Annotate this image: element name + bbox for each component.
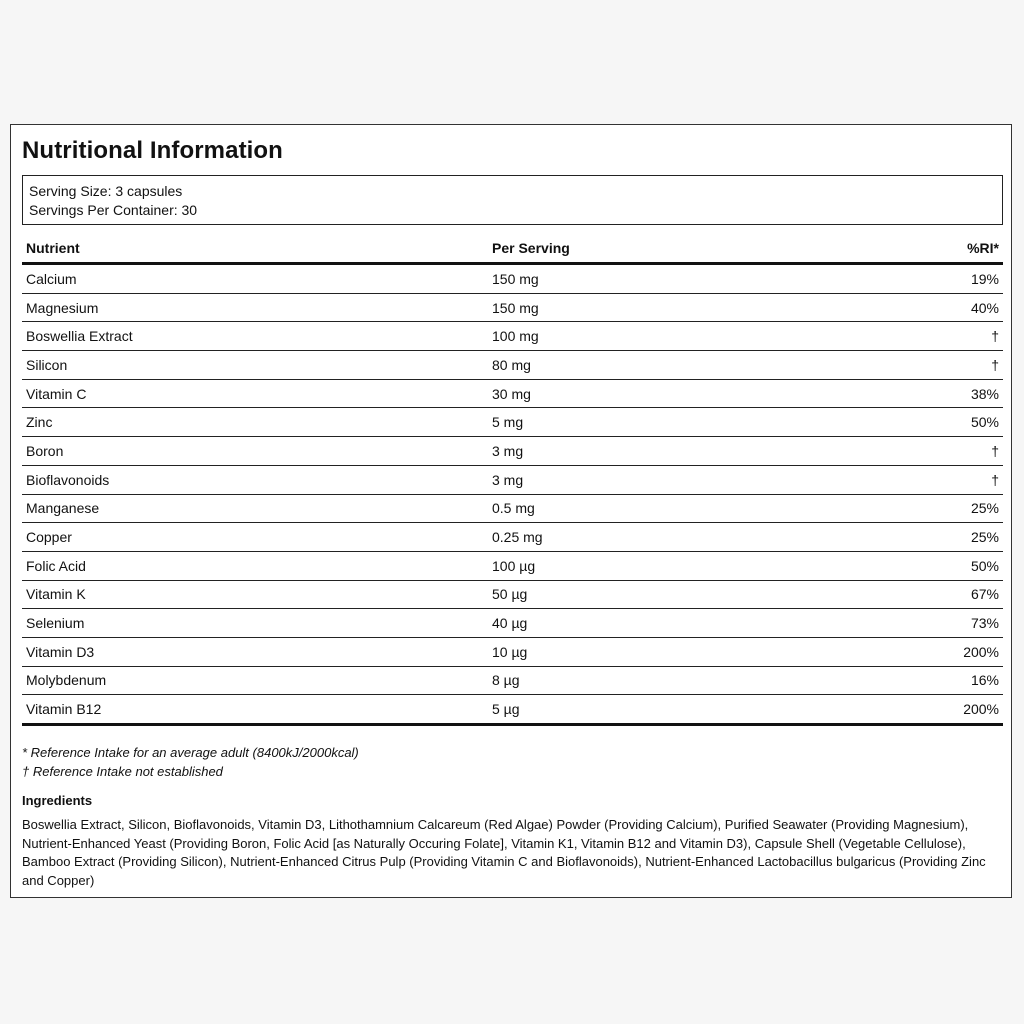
table-header [22,233,1003,265]
per-serving-value: 30 mg [492,385,531,402]
nutrient-name: Bioflavonoids [26,471,110,488]
table-row [22,265,1003,294]
per-serving-value: 80 mg [492,356,531,373]
ri-value: 19% [970,270,999,287]
nutrient-table [22,233,1003,726]
header-nutrient: Nutrient [26,240,80,256]
serving-size: Serving Size: 3 capsules [29,183,183,199]
ri-value: 67% [970,586,999,603]
per-serving-value: 5 µg [492,701,520,718]
per-serving-value: 3 mg [492,442,524,459]
nutrient-name: Vitamin K [26,586,86,603]
nutrient-name: Selenium [26,615,85,632]
ri-value: † [991,471,999,488]
ri-value: 16% [970,672,999,689]
servings-per-container: Servings Per Container: 30 [29,202,198,218]
ri-value: † [991,356,999,373]
table-row [22,408,1003,437]
ri-value: 25% [970,529,999,546]
per-serving-value: 0.5 mg [492,500,535,517]
header-ri: %RI* [967,240,999,256]
ri-value: 50% [970,557,999,574]
ri-value: 200% [963,643,999,660]
page-title: Nutritional Information [22,137,283,164]
nutrient-name: Magnesium [26,299,99,316]
ri-value: 200% [963,701,999,718]
per-serving-value: 100 mg [492,328,539,345]
ri-value: † [991,442,999,459]
per-serving-value: 40 µg [492,615,528,632]
per-serving-value: 0.25 mg [492,529,543,546]
ingredients-heading: Ingredients [22,793,93,808]
header-per-serving: Per Serving [492,240,570,256]
per-serving-value: 150 mg [492,270,539,287]
ri-value: 40% [970,299,999,316]
table-row [22,667,1003,696]
nutrient-name: Folic Acid [26,557,86,574]
table-row [22,322,1003,351]
ri-value: † [991,328,999,345]
table-row [22,638,1003,667]
table-row [22,695,1003,726]
nutrient-name: Copper [26,529,72,546]
per-serving-value: 50 µg [492,586,528,603]
table-body [22,265,1003,726]
nutrient-name: Vitamin B12 [26,701,102,718]
per-serving-value: 5 mg [492,414,524,431]
nutrient-name: Calcium [26,270,77,287]
nutrient-name: Zinc [26,414,53,431]
nutrition-panel [10,124,1012,898]
footnote-not-established: † Reference Intake not established [22,764,223,779]
per-serving-value: 8 µg [492,672,520,689]
table-row [22,294,1003,323]
table-row [22,495,1003,524]
nutrient-name: Vitamin C [26,385,87,402]
nutrient-name: Manganese [26,500,100,517]
per-serving-value: 100 µg [492,557,536,574]
table-row [22,609,1003,638]
table-row [22,581,1003,610]
per-serving-value: 150 mg [492,299,539,316]
nutrient-name: Silicon [26,356,68,373]
per-serving-value: 10 µg [492,643,528,660]
ri-value: 25% [970,500,999,517]
footnotes [22,743,359,781]
table-row [22,380,1003,409]
ingredients-text: Boswellia Extract, Silicon, Bioflavonoids, Vitamin D3, Lithothamnium Calcareum (Red Algae) Powder (Providing Calcium), Purified Seawater (Providing Magnesium), Nutrient-Enhanced Yeast (Providing Boron, Folic Acid [as Naturally Occuring Folate], Vitamin K1, Vitamin B12 and Vitamin D3), Capsule Shell (Vegetable Cellulose), Bamboo Extract (Providing Silicon), Nutrient-Enhanced Citrus Pulp (Providing Vitamin C and Bioflavonoids), Nutrient-Enhanced Lactobacillus bulgaricus (Providing Zinc and Copper) [22,817,986,888]
table-row [22,552,1003,581]
ri-value: 50% [970,414,999,431]
nutrient-name: Boron [26,442,64,459]
nutrient-name: Vitamin D3 [26,643,95,660]
ri-value: 38% [970,385,999,402]
per-serving-value: 3 mg [492,471,524,488]
footnote-reference: * Reference Intake for an average adult (8400kJ/2000kcal) [22,745,359,760]
ri-value: 73% [970,615,999,632]
nutrient-name: Boswellia Extract [26,328,133,345]
nutrient-name: Molybdenum [26,672,107,689]
table-row [22,466,1003,495]
table-row [22,437,1003,466]
serving-info-box [22,175,1003,225]
table-row [22,351,1003,380]
table-row [22,523,1003,552]
